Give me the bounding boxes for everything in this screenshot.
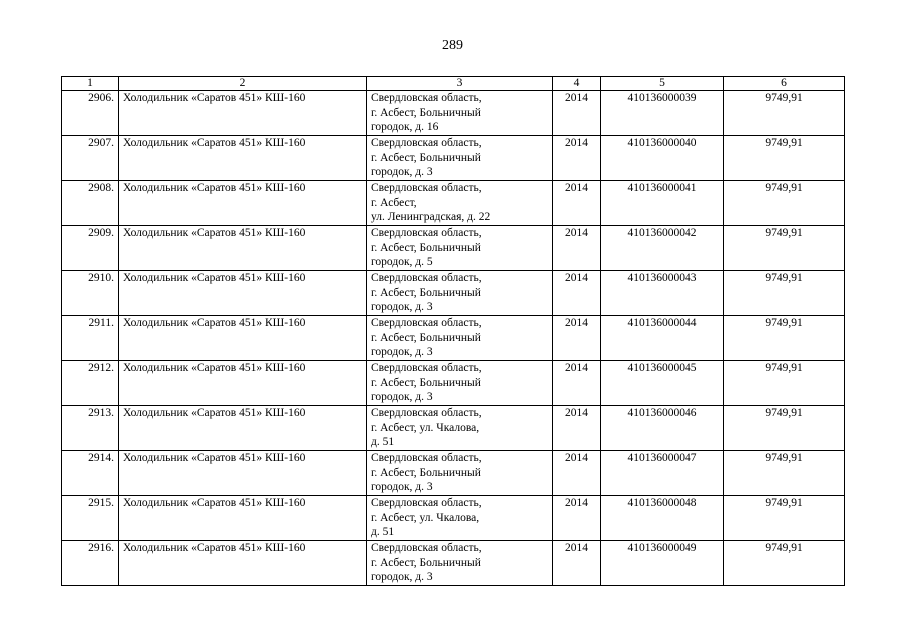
address-line: Свердловская область,	[371, 542, 482, 554]
address-line: городок, д. 3	[371, 481, 433, 493]
item-name: Холодильник «Саратов 451» КШ-160	[119, 316, 367, 361]
inventory-number: 410136000039	[601, 91, 724, 136]
item-name: Холодильник «Саратов 451» КШ-160	[119, 361, 367, 406]
header-cell: 5	[601, 77, 724, 91]
row-number: 2914.	[62, 451, 119, 496]
table-row	[62, 361, 845, 406]
item-cost: 9749,91	[724, 271, 845, 316]
inventory-number: 410136000045	[601, 361, 724, 406]
row-number: 2908.	[62, 181, 119, 226]
table-row	[62, 226, 845, 271]
item-year: 2014	[553, 181, 601, 226]
address-line: Свердловская область,	[371, 272, 482, 284]
item-year: 2014	[553, 496, 601, 541]
address-line: г. Асбест, Больничный	[371, 466, 481, 479]
item-address	[367, 361, 553, 406]
item-address	[367, 136, 553, 181]
table-row	[62, 271, 845, 316]
table-row	[62, 541, 845, 586]
item-year: 2014	[553, 271, 601, 316]
header-cell: 6	[724, 77, 845, 91]
row-number: 2912.	[62, 361, 119, 406]
address-line: г. Асбест, Больничный	[371, 376, 481, 389]
item-address	[367, 316, 553, 361]
table-body	[62, 91, 845, 586]
item-address	[367, 271, 553, 316]
item-year: 2014	[553, 361, 601, 406]
item-name: Холодильник «Саратов 451» КШ-160	[119, 406, 367, 451]
table-row	[62, 496, 845, 541]
address-line: г. Асбест, Больничный	[371, 151, 481, 164]
address-line: г. Асбест, ул. Чкалова,	[371, 511, 480, 524]
address-line: г. Асбест, Больничный	[371, 331, 481, 344]
item-name: Холодильник «Саратов 451» КШ-160	[119, 91, 367, 136]
address-line: г. Асбест, Больничный	[371, 106, 481, 119]
table-row	[62, 181, 845, 226]
row-number: 2909.	[62, 226, 119, 271]
item-year: 2014	[553, 406, 601, 451]
address-line: д. 51	[371, 526, 395, 538]
item-cost: 9749,91	[724, 541, 845, 586]
item-year: 2014	[553, 541, 601, 586]
address-line: Свердловская область,	[371, 182, 482, 194]
inventory-number: 410136000043	[601, 271, 724, 316]
row-number: 2916.	[62, 541, 119, 586]
item-year: 2014	[553, 451, 601, 496]
table-row	[62, 316, 845, 361]
item-name: Холодильник «Саратов 451» КШ-160	[119, 271, 367, 316]
item-name: Холодильник «Саратов 451» КШ-160	[119, 496, 367, 541]
address-line: г. Асбест, Больничный	[371, 556, 481, 569]
table-row	[62, 136, 845, 181]
address-line: ул. Ленинградская, д. 22	[371, 211, 491, 223]
table-row	[62, 451, 845, 496]
item-cost: 9749,91	[724, 181, 845, 226]
address-line: д. 51	[371, 436, 395, 448]
address-line: Свердловская область,	[371, 497, 482, 509]
inventory-number: 410136000040	[601, 136, 724, 181]
row-number: 2913.	[62, 406, 119, 451]
item-cost: 9749,91	[724, 406, 845, 451]
inventory-number: 410136000049	[601, 541, 724, 586]
item-address	[367, 181, 553, 226]
header-cell: 3	[367, 77, 553, 91]
item-year: 2014	[553, 226, 601, 271]
item-year: 2014	[553, 91, 601, 136]
address-line: г. Асбест, Больничный	[371, 286, 481, 299]
address-line: городок, д. 16	[371, 121, 439, 133]
item-address	[367, 496, 553, 541]
address-line: г. Асбест,	[371, 196, 417, 209]
address-line: Свердловская область,	[371, 317, 482, 329]
item-address	[367, 451, 553, 496]
address-line: городок, д. 3	[371, 346, 433, 358]
address-line: городок, д. 5	[371, 256, 433, 268]
address-line: Свердловская область,	[371, 92, 482, 104]
header-cell: 1	[62, 77, 119, 91]
inventory-number: 410136000042	[601, 226, 724, 271]
row-number: 2907.	[62, 136, 119, 181]
item-year: 2014	[553, 136, 601, 181]
item-name: Холодильник «Саратов 451» КШ-160	[119, 541, 367, 586]
row-number: 2911.	[62, 316, 119, 361]
item-cost: 9749,91	[724, 496, 845, 541]
item-cost: 9749,91	[724, 361, 845, 406]
table-row	[62, 91, 845, 136]
address-line: городок, д. 3	[371, 571, 433, 583]
row-number: 2910.	[62, 271, 119, 316]
address-line: Свердловская область,	[371, 137, 482, 149]
address-line: Свердловская область,	[371, 227, 482, 239]
table-row	[62, 406, 845, 451]
item-name: Холодильник «Саратов 451» КШ-160	[119, 181, 367, 226]
item-cost: 9749,91	[724, 316, 845, 361]
item-year: 2014	[553, 316, 601, 361]
address-line: Свердловская область,	[371, 407, 482, 419]
row-number: 2906.	[62, 91, 119, 136]
item-address	[367, 91, 553, 136]
item-name: Холодильник «Саратов 451» КШ-160	[119, 136, 367, 181]
address-line: городок, д. 3	[371, 391, 433, 403]
inventory-number: 410136000048	[601, 496, 724, 541]
row-number: 2915.	[62, 496, 119, 541]
item-cost: 9749,91	[724, 451, 845, 496]
item-address	[367, 406, 553, 451]
item-cost: 9749,91	[724, 136, 845, 181]
inventory-number: 410136000044	[601, 316, 724, 361]
address-line: Свердловская область,	[371, 452, 482, 464]
property-registry-table	[61, 76, 845, 586]
header-cell: 4	[553, 77, 601, 91]
item-name: Холодильник «Саратов 451» КШ-160	[119, 451, 367, 496]
inventory-number: 410136000046	[601, 406, 724, 451]
address-line: г. Асбест, ул. Чкалова,	[371, 421, 480, 434]
item-address	[367, 226, 553, 271]
address-line: Свердловская область,	[371, 362, 482, 374]
inventory-number: 410136000041	[601, 181, 724, 226]
item-cost: 9749,91	[724, 226, 845, 271]
address-line: городок, д. 3	[371, 166, 433, 178]
header-row	[62, 77, 845, 91]
item-name: Холодильник «Саратов 451» КШ-160	[119, 226, 367, 271]
table-header	[62, 77, 845, 91]
address-line: городок, д. 3	[371, 301, 433, 313]
item-cost: 9749,91	[724, 91, 845, 136]
inventory-number: 410136000047	[601, 451, 724, 496]
address-line: г. Асбест, Больничный	[371, 241, 481, 254]
header-cell: 2	[119, 77, 367, 91]
item-address	[367, 541, 553, 586]
page-number: 289	[442, 38, 463, 53]
